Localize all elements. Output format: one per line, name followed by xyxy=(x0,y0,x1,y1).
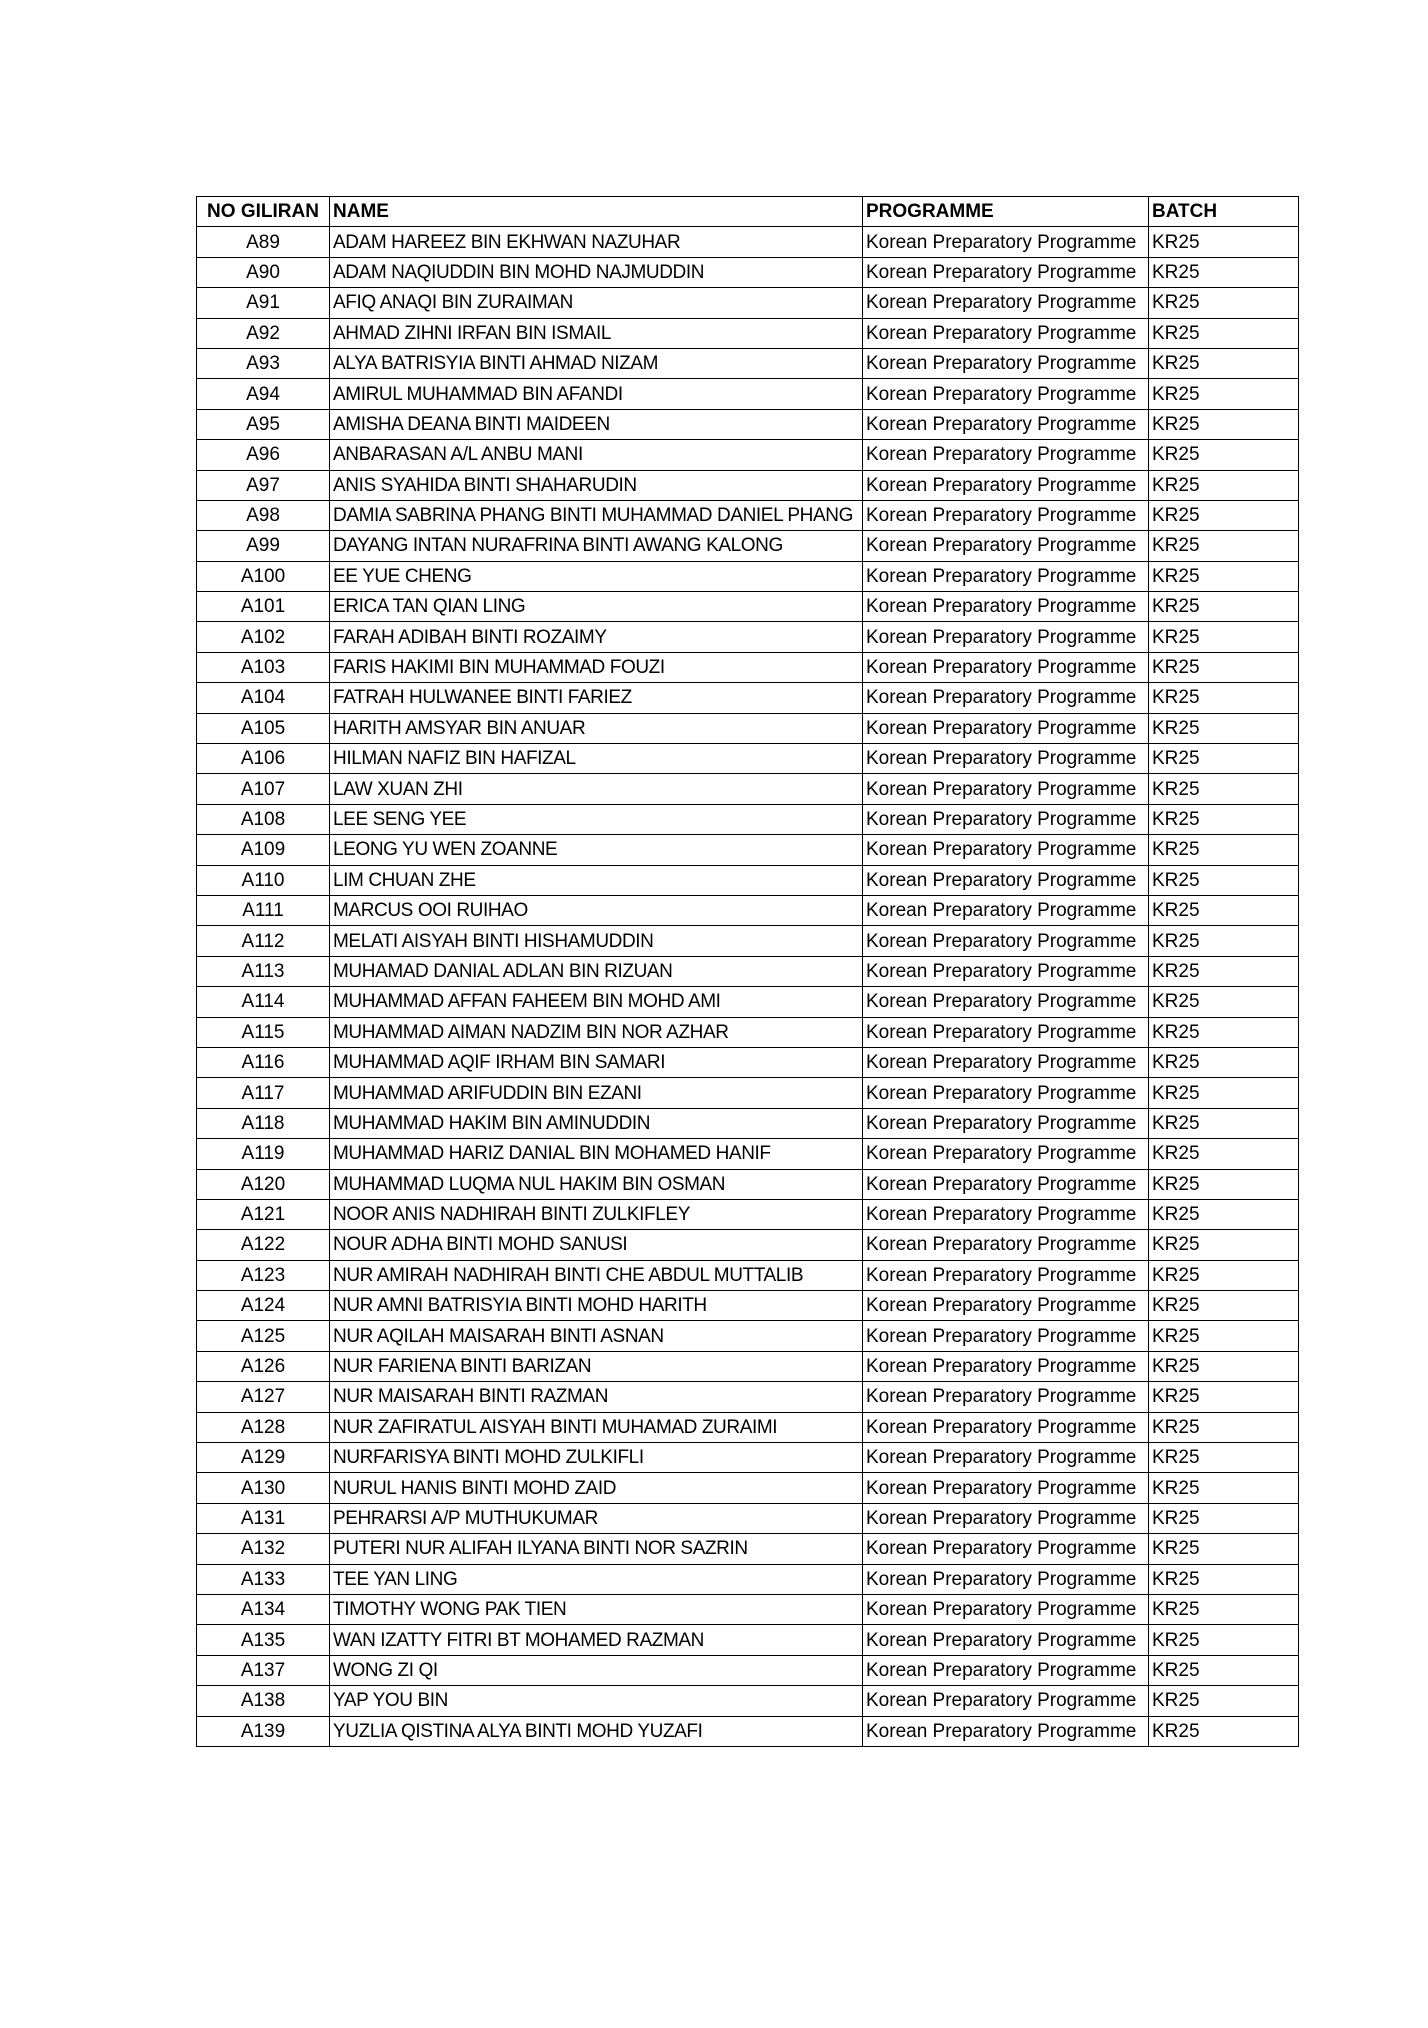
cell-name: PUTERI NUR ALIFAH ILYANA BINTI NOR SAZRIN xyxy=(330,1534,863,1564)
cell-no-giliran: A113 xyxy=(197,956,330,986)
cell-no-giliran: A90 xyxy=(197,257,330,287)
cell-programme: Korean Preparatory Programme xyxy=(863,1564,1149,1594)
cell-no-giliran: A107 xyxy=(197,774,330,804)
cell-name: MUHAMMAD AQIF IRHAM BIN SAMARI xyxy=(330,1047,863,1077)
cell-programme: Korean Preparatory Programme xyxy=(863,895,1149,925)
table-row xyxy=(197,1169,1299,1199)
table-row xyxy=(197,774,1299,804)
cell-batch: KR25 xyxy=(1149,1716,1299,1746)
student-list-table xyxy=(196,196,1299,1747)
cell-no-giliran: A100 xyxy=(197,561,330,591)
cell-programme: Korean Preparatory Programme xyxy=(863,774,1149,804)
cell-no-giliran: A137 xyxy=(197,1655,330,1685)
cell-no-giliran: A117 xyxy=(197,1078,330,1108)
cell-programme: Korean Preparatory Programme xyxy=(863,288,1149,318)
cell-batch: KR25 xyxy=(1149,440,1299,470)
cell-programme: Korean Preparatory Programme xyxy=(863,683,1149,713)
cell-programme: Korean Preparatory Programme xyxy=(863,987,1149,1017)
cell-no-giliran: A118 xyxy=(197,1108,330,1138)
cell-programme: Korean Preparatory Programme xyxy=(863,561,1149,591)
cell-no-giliran: A98 xyxy=(197,500,330,530)
cell-batch: KR25 xyxy=(1149,1321,1299,1351)
cell-batch: KR25 xyxy=(1149,1473,1299,1503)
cell-batch: KR25 xyxy=(1149,1412,1299,1442)
cell-programme: Korean Preparatory Programme xyxy=(863,470,1149,500)
cell-name: PEHRARSI A/P MUTHUKUMAR xyxy=(330,1503,863,1533)
table-row xyxy=(197,348,1299,378)
cell-programme: Korean Preparatory Programme xyxy=(863,531,1149,561)
table-header xyxy=(197,197,1299,227)
table-row xyxy=(197,895,1299,925)
table-row xyxy=(197,1321,1299,1351)
cell-programme: Korean Preparatory Programme xyxy=(863,652,1149,682)
cell-batch: KR25 xyxy=(1149,500,1299,530)
cell-batch: KR25 xyxy=(1149,987,1299,1017)
table-row xyxy=(197,227,1299,257)
cell-programme: Korean Preparatory Programme xyxy=(863,926,1149,956)
cell-batch: KR25 xyxy=(1149,592,1299,622)
cell-no-giliran: A96 xyxy=(197,440,330,470)
table-row xyxy=(197,1655,1299,1685)
cell-no-giliran: A121 xyxy=(197,1199,330,1229)
table-row xyxy=(197,1260,1299,1290)
table-row xyxy=(197,1716,1299,1746)
table-row xyxy=(197,804,1299,834)
table-row xyxy=(197,1139,1299,1169)
cell-batch: KR25 xyxy=(1149,865,1299,895)
cell-batch: KR25 xyxy=(1149,1686,1299,1716)
cell-batch: KR25 xyxy=(1149,895,1299,925)
cell-programme: Korean Preparatory Programme xyxy=(863,1716,1149,1746)
cell-programme: Korean Preparatory Programme xyxy=(863,1412,1149,1442)
table-row xyxy=(197,1351,1299,1381)
table-row xyxy=(197,1047,1299,1077)
cell-batch: KR25 xyxy=(1149,348,1299,378)
cell-batch: KR25 xyxy=(1149,1351,1299,1381)
table-row xyxy=(197,1230,1299,1260)
cell-programme: Korean Preparatory Programme xyxy=(863,865,1149,895)
cell-no-giliran: A126 xyxy=(197,1351,330,1381)
cell-programme: Korean Preparatory Programme xyxy=(863,1139,1149,1169)
cell-no-giliran: A112 xyxy=(197,926,330,956)
table-body xyxy=(197,227,1299,1747)
cell-programme: Korean Preparatory Programme xyxy=(863,1108,1149,1138)
cell-batch: KR25 xyxy=(1149,1230,1299,1260)
cell-no-giliran: A101 xyxy=(197,592,330,622)
cell-programme: Korean Preparatory Programme xyxy=(863,713,1149,743)
cell-name: NURUL HANIS BINTI MOHD ZAID xyxy=(330,1473,863,1503)
cell-no-giliran: A110 xyxy=(197,865,330,895)
cell-name: NUR MAISARAH BINTI RAZMAN xyxy=(330,1382,863,1412)
cell-no-giliran: A119 xyxy=(197,1139,330,1169)
cell-batch: KR25 xyxy=(1149,1594,1299,1624)
cell-no-giliran: A92 xyxy=(197,318,330,348)
table-row xyxy=(197,318,1299,348)
cell-name: NUR AQILAH MAISARAH BINTI ASNAN xyxy=(330,1321,863,1351)
cell-name: MARCUS OOI RUIHAO xyxy=(330,895,863,925)
cell-name: YUZLIA QISTINA ALYA BINTI MOHD YUZAFI xyxy=(330,1716,863,1746)
cell-name: MUHAMMAD LUQMA NUL HAKIM BIN OSMAN xyxy=(330,1169,863,1199)
table-row xyxy=(197,1078,1299,1108)
cell-name: NUR ZAFIRATUL AISYAH BINTI MUHAMAD ZURAIMI xyxy=(330,1412,863,1442)
cell-programme: Korean Preparatory Programme xyxy=(863,1321,1149,1351)
cell-name: EE YUE CHENG xyxy=(330,561,863,591)
cell-programme: Korean Preparatory Programme xyxy=(863,1382,1149,1412)
table-row xyxy=(197,1017,1299,1047)
cell-programme: Korean Preparatory Programme xyxy=(863,257,1149,287)
cell-name: ERICA TAN QIAN LING xyxy=(330,592,863,622)
cell-batch: KR25 xyxy=(1149,318,1299,348)
cell-batch: KR25 xyxy=(1149,409,1299,439)
cell-no-giliran: A132 xyxy=(197,1534,330,1564)
header-row xyxy=(197,197,1299,227)
cell-batch: KR25 xyxy=(1149,744,1299,774)
cell-name: MUHAMAD DANIAL ADLAN BIN RIZUAN xyxy=(330,956,863,986)
cell-programme: Korean Preparatory Programme xyxy=(863,592,1149,622)
cell-batch: KR25 xyxy=(1149,1564,1299,1594)
cell-name: NUR AMNI BATRISYIA BINTI MOHD HARITH xyxy=(330,1291,863,1321)
cell-programme: Korean Preparatory Programme xyxy=(863,956,1149,986)
cell-programme: Korean Preparatory Programme xyxy=(863,804,1149,834)
cell-name: ADAM NAQIUDDIN BIN MOHD NAJMUDDIN xyxy=(330,257,863,287)
cell-programme: Korean Preparatory Programme xyxy=(863,1625,1149,1655)
cell-programme: Korean Preparatory Programme xyxy=(863,1443,1149,1473)
cell-programme: Korean Preparatory Programme xyxy=(863,1047,1149,1077)
cell-name: AMISHA DEANA BINTI MAIDEEN xyxy=(330,409,863,439)
table-row xyxy=(197,1564,1299,1594)
cell-name: LIM CHUAN ZHE xyxy=(330,865,863,895)
cell-name: TEE YAN LING xyxy=(330,1564,863,1594)
cell-no-giliran: A97 xyxy=(197,470,330,500)
cell-batch: KR25 xyxy=(1149,622,1299,652)
cell-no-giliran: A120 xyxy=(197,1169,330,1199)
cell-programme: Korean Preparatory Programme xyxy=(863,1534,1149,1564)
cell-programme: Korean Preparatory Programme xyxy=(863,1686,1149,1716)
cell-batch: KR25 xyxy=(1149,470,1299,500)
cell-batch: KR25 xyxy=(1149,1291,1299,1321)
cell-no-giliran: A129 xyxy=(197,1443,330,1473)
table-row xyxy=(197,1291,1299,1321)
table-row xyxy=(197,622,1299,652)
cell-batch: KR25 xyxy=(1149,683,1299,713)
header-batch: BATCH xyxy=(1149,197,1299,227)
cell-no-giliran: A128 xyxy=(197,1412,330,1442)
cell-name: HILMAN NAFIZ BIN HAFIZAL xyxy=(330,744,863,774)
cell-no-giliran: A130 xyxy=(197,1473,330,1503)
cell-no-giliran: A108 xyxy=(197,804,330,834)
cell-no-giliran: A89 xyxy=(197,227,330,257)
header-name: NAME xyxy=(330,197,863,227)
table-row xyxy=(197,470,1299,500)
table-row xyxy=(197,1534,1299,1564)
table-row xyxy=(197,987,1299,1017)
cell-no-giliran: A104 xyxy=(197,683,330,713)
table-row xyxy=(197,1199,1299,1229)
table-row xyxy=(197,257,1299,287)
cell-batch: KR25 xyxy=(1149,1443,1299,1473)
cell-batch: KR25 xyxy=(1149,652,1299,682)
cell-name: FARAH ADIBAH BINTI ROZAIMY xyxy=(330,622,863,652)
table-row xyxy=(197,1443,1299,1473)
cell-programme: Korean Preparatory Programme xyxy=(863,379,1149,409)
cell-no-giliran: A116 xyxy=(197,1047,330,1077)
cell-programme: Korean Preparatory Programme xyxy=(863,1351,1149,1381)
cell-no-giliran: A102 xyxy=(197,622,330,652)
cell-name: LEE SENG YEE xyxy=(330,804,863,834)
table-row xyxy=(197,500,1299,530)
table-row xyxy=(197,713,1299,743)
cell-no-giliran: A114 xyxy=(197,987,330,1017)
table-row xyxy=(197,744,1299,774)
cell-name: DAMIA SABRINA PHANG BINTI MUHAMMAD DANIEL PHANG xyxy=(330,500,863,530)
cell-no-giliran: A123 xyxy=(197,1260,330,1290)
cell-programme: Korean Preparatory Programme xyxy=(863,1473,1149,1503)
cell-no-giliran: A139 xyxy=(197,1716,330,1746)
cell-name: TIMOTHY WONG PAK TIEN xyxy=(330,1594,863,1624)
header-no-giliran: NO GILIRAN xyxy=(197,197,330,227)
cell-batch: KR25 xyxy=(1149,1260,1299,1290)
cell-programme: Korean Preparatory Programme xyxy=(863,1291,1149,1321)
cell-programme: Korean Preparatory Programme xyxy=(863,440,1149,470)
cell-batch: KR25 xyxy=(1149,713,1299,743)
cell-no-giliran: A122 xyxy=(197,1230,330,1260)
cell-batch: KR25 xyxy=(1149,1534,1299,1564)
cell-programme: Korean Preparatory Programme xyxy=(863,1078,1149,1108)
table-row xyxy=(197,1594,1299,1624)
cell-name: MUHAMMAD AFFAN FAHEEM BIN MOHD AMI xyxy=(330,987,863,1017)
cell-programme: Korean Preparatory Programme xyxy=(863,409,1149,439)
cell-no-giliran: A103 xyxy=(197,652,330,682)
cell-programme: Korean Preparatory Programme xyxy=(863,227,1149,257)
table-row xyxy=(197,379,1299,409)
cell-name: ALYA BATRISYIA BINTI AHMAD NIZAM xyxy=(330,348,863,378)
table-row xyxy=(197,835,1299,865)
cell-no-giliran: A138 xyxy=(197,1686,330,1716)
table-row xyxy=(197,409,1299,439)
table-row xyxy=(197,956,1299,986)
cell-name: LAW XUAN ZHI xyxy=(330,774,863,804)
cell-programme: Korean Preparatory Programme xyxy=(863,744,1149,774)
cell-name: AMIRUL MUHAMMAD BIN AFANDI xyxy=(330,379,863,409)
table-row xyxy=(197,1686,1299,1716)
cell-batch: KR25 xyxy=(1149,531,1299,561)
cell-no-giliran: A124 xyxy=(197,1291,330,1321)
cell-batch: KR25 xyxy=(1149,926,1299,956)
cell-batch: KR25 xyxy=(1149,956,1299,986)
cell-programme: Korean Preparatory Programme xyxy=(863,1017,1149,1047)
cell-name: YAP YOU BIN xyxy=(330,1686,863,1716)
cell-no-giliran: A127 xyxy=(197,1382,330,1412)
cell-programme: Korean Preparatory Programme xyxy=(863,1169,1149,1199)
cell-batch: KR25 xyxy=(1149,1382,1299,1412)
header-programme: PROGRAMME xyxy=(863,197,1149,227)
table-row xyxy=(197,561,1299,591)
cell-programme: Korean Preparatory Programme xyxy=(863,1655,1149,1685)
cell-no-giliran: A109 xyxy=(197,835,330,865)
cell-programme: Korean Preparatory Programme xyxy=(863,1594,1149,1624)
cell-name: AFIQ ANAQI BIN ZURAIMAN xyxy=(330,288,863,318)
cell-batch: KR25 xyxy=(1149,1625,1299,1655)
cell-no-giliran: A105 xyxy=(197,713,330,743)
cell-batch: KR25 xyxy=(1149,804,1299,834)
cell-programme: Korean Preparatory Programme xyxy=(863,622,1149,652)
cell-programme: Korean Preparatory Programme xyxy=(863,500,1149,530)
cell-no-giliran: A134 xyxy=(197,1594,330,1624)
cell-batch: KR25 xyxy=(1149,1655,1299,1685)
cell-batch: KR25 xyxy=(1149,1169,1299,1199)
cell-no-giliran: A111 xyxy=(197,895,330,925)
cell-no-giliran: A133 xyxy=(197,1564,330,1594)
cell-batch: KR25 xyxy=(1149,1139,1299,1169)
cell-programme: Korean Preparatory Programme xyxy=(863,1199,1149,1229)
cell-batch: KR25 xyxy=(1149,1047,1299,1077)
cell-name: MUHAMMAD HAKIM BIN AMINUDDIN xyxy=(330,1108,863,1138)
cell-no-giliran: A135 xyxy=(197,1625,330,1655)
cell-name: FARIS HAKIMI BIN MUHAMMAD FOUZI xyxy=(330,652,863,682)
cell-programme: Korean Preparatory Programme xyxy=(863,1260,1149,1290)
cell-batch: KR25 xyxy=(1149,774,1299,804)
cell-batch: KR25 xyxy=(1149,257,1299,287)
cell-name: MUHAMMAD ARIFUDDIN BIN EZANI xyxy=(330,1078,863,1108)
table-row xyxy=(197,1412,1299,1442)
cell-programme: Korean Preparatory Programme xyxy=(863,348,1149,378)
table-row xyxy=(197,1382,1299,1412)
cell-name: NUR FARIENA BINTI BARIZAN xyxy=(330,1351,863,1381)
cell-no-giliran: A94 xyxy=(197,379,330,409)
cell-batch: KR25 xyxy=(1149,1078,1299,1108)
table-row xyxy=(197,683,1299,713)
cell-name: MUHAMMAD AIMAN NADZIM BIN NOR AZHAR xyxy=(330,1017,863,1047)
cell-name: ANBARASAN A/L ANBU MANI xyxy=(330,440,863,470)
cell-batch: KR25 xyxy=(1149,1503,1299,1533)
cell-name: MUHAMMAD HARIZ DANIAL BIN MOHAMED HANIF xyxy=(330,1139,863,1169)
table-row xyxy=(197,652,1299,682)
cell-no-giliran: A125 xyxy=(197,1321,330,1351)
cell-no-giliran: A106 xyxy=(197,744,330,774)
cell-name: FATRAH HULWANEE BINTI FARIEZ xyxy=(330,683,863,713)
cell-name: ANIS SYAHIDA BINTI SHAHARUDIN xyxy=(330,470,863,500)
cell-no-giliran: A91 xyxy=(197,288,330,318)
cell-batch: KR25 xyxy=(1149,835,1299,865)
cell-programme: Korean Preparatory Programme xyxy=(863,835,1149,865)
cell-batch: KR25 xyxy=(1149,561,1299,591)
cell-no-giliran: A115 xyxy=(197,1017,330,1047)
cell-name: WONG ZI QI xyxy=(330,1655,863,1685)
cell-name: MELATI AISYAH BINTI HISHAMUDDIN xyxy=(330,926,863,956)
table-row xyxy=(197,1473,1299,1503)
table-row xyxy=(197,1108,1299,1138)
cell-programme: Korean Preparatory Programme xyxy=(863,1230,1149,1260)
cell-name: WAN IZATTY FITRI BT MOHAMED RAZMAN xyxy=(330,1625,863,1655)
cell-batch: KR25 xyxy=(1149,227,1299,257)
table-row xyxy=(197,440,1299,470)
cell-name: NUR AMIRAH NADHIRAH BINTI CHE ABDUL MUTTALIB xyxy=(330,1260,863,1290)
table-row xyxy=(197,1503,1299,1533)
table-row xyxy=(197,288,1299,318)
cell-batch: KR25 xyxy=(1149,288,1299,318)
table-row xyxy=(197,592,1299,622)
cell-batch: KR25 xyxy=(1149,1017,1299,1047)
cell-name: ADAM HAREEZ BIN EKHWAN NAZUHAR xyxy=(330,227,863,257)
cell-no-giliran: A93 xyxy=(197,348,330,378)
cell-name: NURFARISYA BINTI MOHD ZULKIFLI xyxy=(330,1443,863,1473)
table-row xyxy=(197,926,1299,956)
cell-no-giliran: A99 xyxy=(197,531,330,561)
cell-batch: KR25 xyxy=(1149,1199,1299,1229)
cell-name: AHMAD ZIHNI IRFAN BIN ISMAIL xyxy=(330,318,863,348)
cell-name: NOUR ADHA BINTI MOHD SANUSI xyxy=(330,1230,863,1260)
cell-batch: KR25 xyxy=(1149,379,1299,409)
cell-name: NOOR ANIS NADHIRAH BINTI ZULKIFLEY xyxy=(330,1199,863,1229)
cell-name: HARITH AMSYAR BIN ANUAR xyxy=(330,713,863,743)
table-row xyxy=(197,1625,1299,1655)
table-row xyxy=(197,865,1299,895)
cell-batch: KR25 xyxy=(1149,1108,1299,1138)
cell-no-giliran: A131 xyxy=(197,1503,330,1533)
cell-name: LEONG YU WEN ZOANNE xyxy=(330,835,863,865)
table-row xyxy=(197,531,1299,561)
cell-programme: Korean Preparatory Programme xyxy=(863,318,1149,348)
cell-name: DAYANG INTAN NURAFRINA BINTI AWANG KALONG xyxy=(330,531,863,561)
cell-programme: Korean Preparatory Programme xyxy=(863,1503,1149,1533)
cell-no-giliran: A95 xyxy=(197,409,330,439)
